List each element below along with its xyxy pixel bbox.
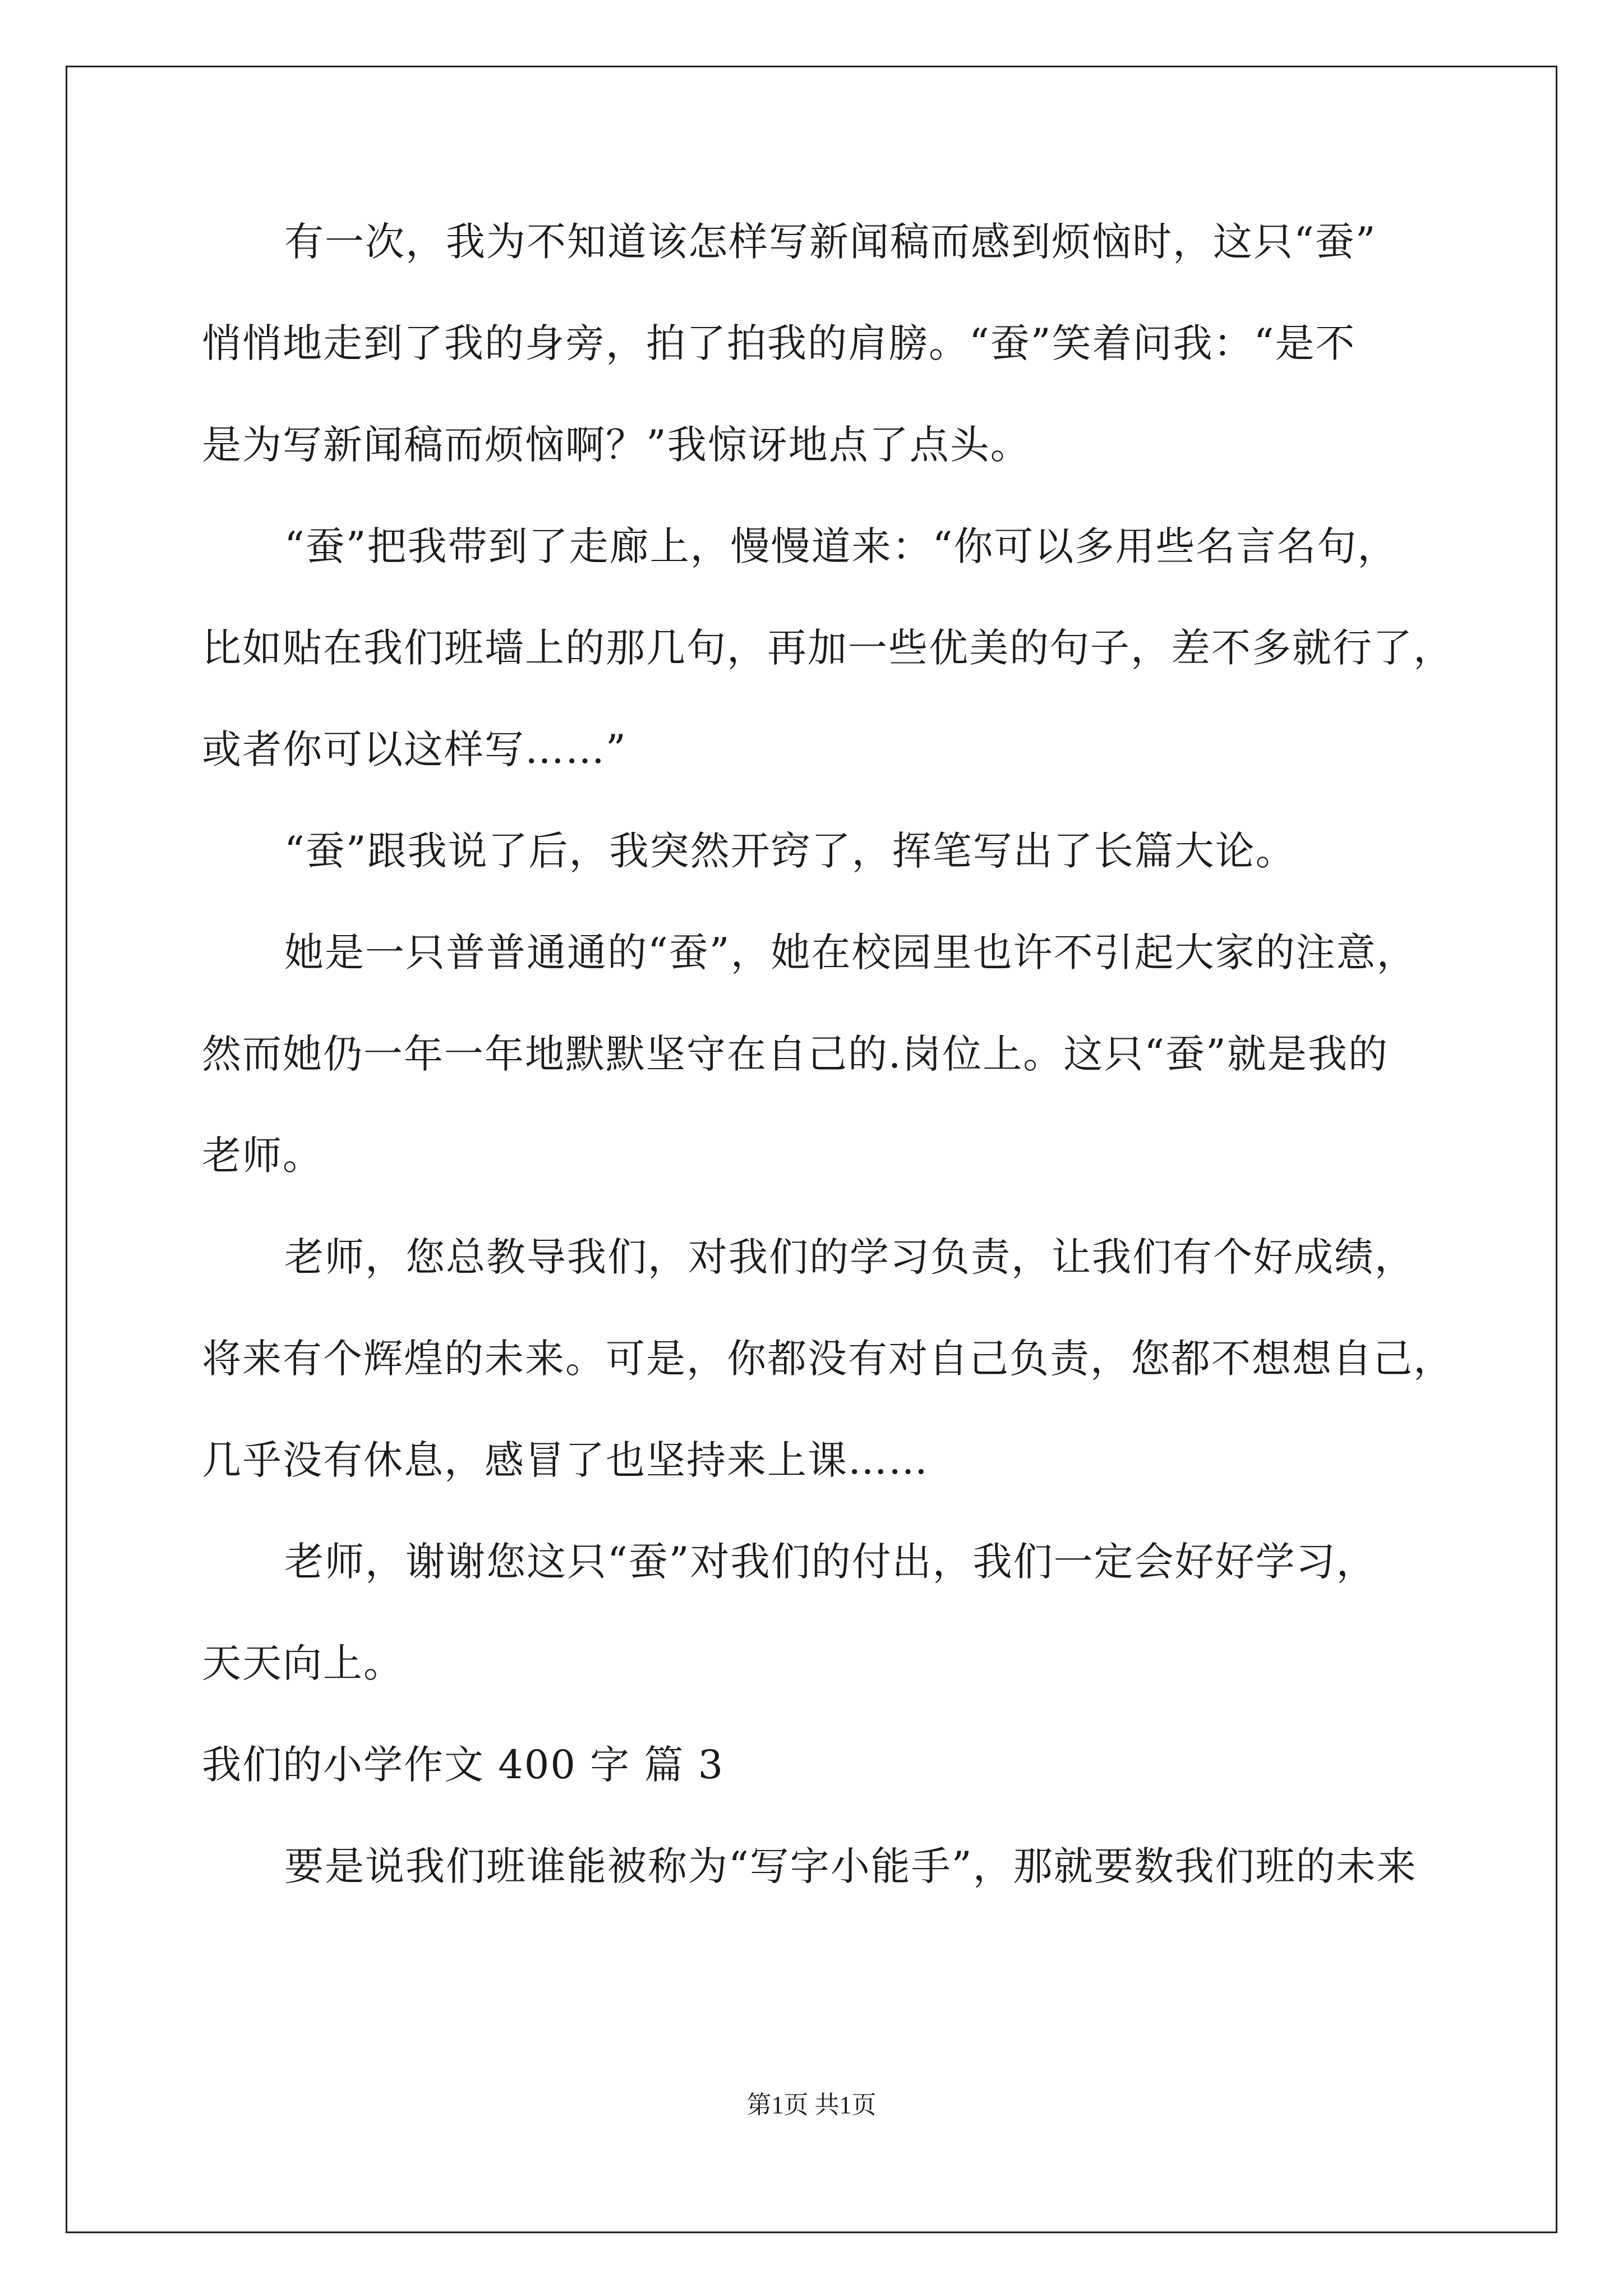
paragraph-line: 然而她仍一年一年地默默坚守在自己的.岗位上。这只“蚕”就是我的 [202, 1031, 1389, 1077]
paragraph-line: “蚕”把我带到了走廊上，慢慢道来：“你可以多用些名言名句， [284, 523, 1398, 569]
paragraph-line: 或者你可以这样写……” [202, 726, 627, 772]
paragraph-line: 是为写新闻稿而烦恼啊？”我惊讶地点了点头。 [202, 422, 1031, 468]
paragraph-line: 她是一只普普通通的“蚕”，她在校园里也许不引起大家的注意， [284, 930, 1417, 976]
paragraph-line: 天天向上。 [202, 1640, 404, 1686]
paragraph-line: 老师，谢谢您这只“蚕”对我们的付出，我们一定会好好学习， [284, 1539, 1377, 1585]
document-body [202, 216, 1454, 1893]
paragraph-line: 几乎没有休息，感冒了也坚持来上课…… [202, 1437, 929, 1483]
paragraph-line: 要是说我们班谁能被称为“写字小能手”，那就要数我们班的未来 [284, 1843, 1417, 1889]
paragraph-line: 有一次，我为不知道该怎样写新闻稿而感到烦恼时，这只“蚕” [284, 219, 1377, 265]
paragraph-line: 老师，您总教导我们，对我们的学习负责，让我们有个好成绩， [284, 1234, 1415, 1280]
paragraph-line: “蚕”跟我说了后，我突然开窍了，挥笔写出了长篇大论。 [284, 828, 1296, 874]
paragraph-line: 老师。 [202, 1133, 323, 1179]
paragraph-line: 将来有个辉煌的未来。可是，你都没有对自己负责，您都不想想自己， [202, 1336, 1454, 1382]
paragraph-line: 比如贴在我们班墙上的那几句，再加一些优美的句子，差不多就行了， [202, 625, 1454, 671]
paragraph-line: 悄悄地走到了我的身旁，拍了拍我的肩膀。“蚕”笑着问我：“是不 [202, 320, 1356, 366]
section-heading: 我们的小学作文 400 字 篇 3 [202, 1742, 725, 1788]
page-footer: 第1页 共1页 [746, 2091, 877, 2119]
